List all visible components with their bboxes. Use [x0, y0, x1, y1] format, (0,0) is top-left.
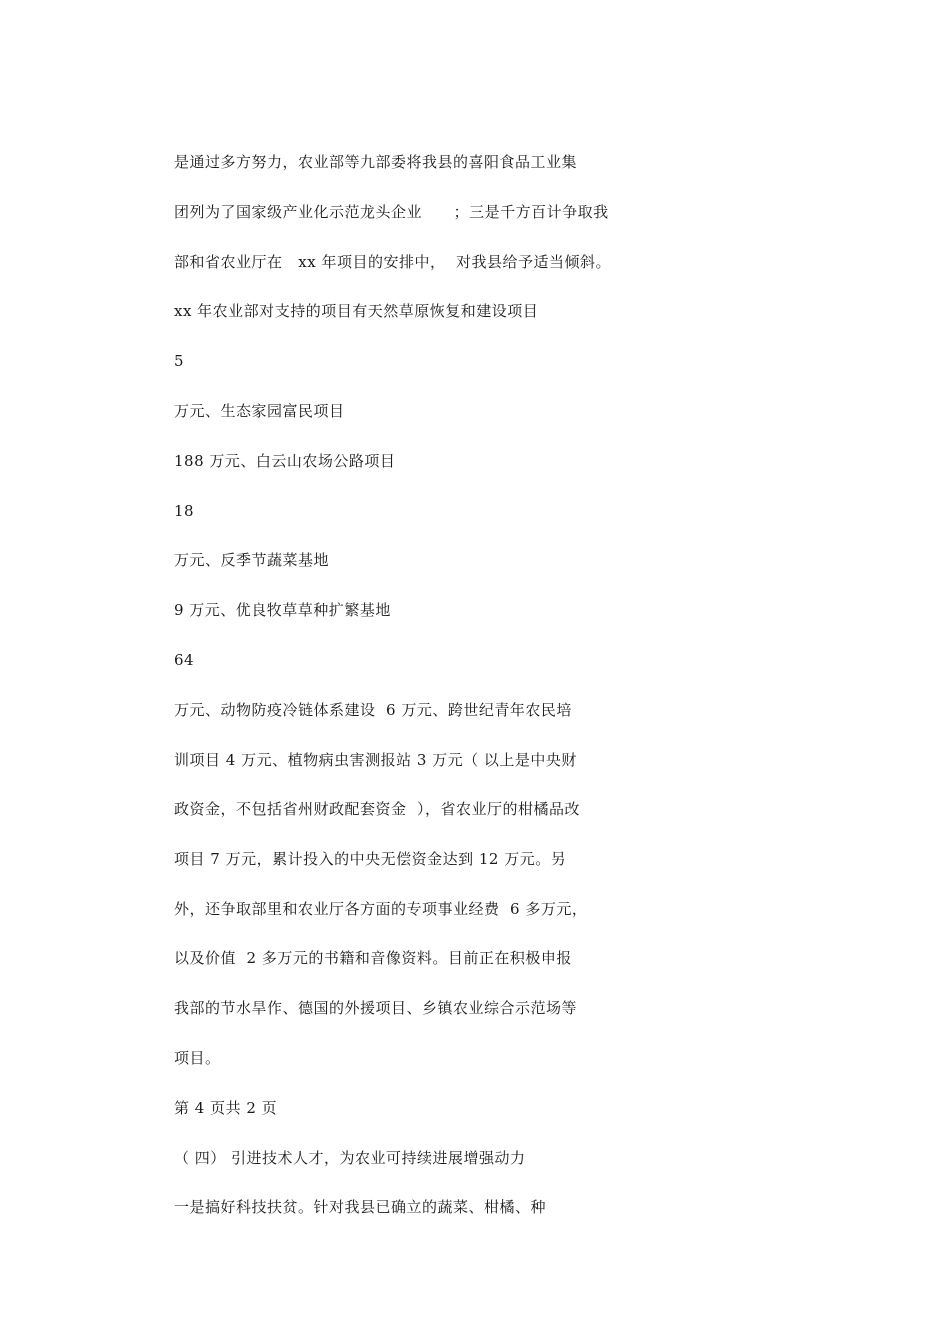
text-line: 188 万元、白云山农场公路项目 — [174, 452, 396, 470]
text-line: 政资金，不包括省州财政配套资金 ），省农业厅的柑橘品改 — [174, 800, 581, 818]
text-line: 9 万元、优良牧草草种扩繁基地 — [174, 601, 391, 619]
text-line: 项目。 — [174, 1049, 221, 1067]
section-heading: （ 四） 引进技术人才，为农业可持续进展增强动力 — [174, 1149, 526, 1167]
text-line: 是通过多方努力，农业部等九部委将我县的喜阳食品工业集 — [174, 153, 578, 171]
text-line: 5 — [174, 352, 185, 370]
text-line: 部和省农业厅在 xx 年项目的安排中， 对我县给予适当倾斜。 — [174, 253, 612, 271]
text-line: 万元、反季节蔬菜基地 — [174, 551, 330, 569]
page-number: 第 4 页共 2 页 — [174, 1099, 278, 1117]
text-line: 18 — [174, 502, 195, 520]
text-line: 万元、动物防疫冷链体系建设 6 万元、跨世纪青年农民培 — [174, 701, 572, 719]
text-line: 64 — [174, 651, 195, 669]
text-line: 以及价值 2 多万元的书籍和音像资料。目前正在积极申报 — [174, 949, 572, 967]
text-line: 训项目 4 万元、植物病虫害测报站 3 万元（ 以上是中央财 — [174, 751, 577, 769]
text-line: 外，还争取部里和农业厅各方面的专项事业经费 6 多万元， — [174, 900, 588, 918]
text-line: 一是搞好科技扶贫。针对我县已确立的蔬菜、柑橘、种 — [174, 1198, 547, 1216]
text-line: 团列为了国家级产业化示范龙头企业 ；三是千方百计争取我 — [174, 203, 609, 221]
text-line: 万元、生态家园富民项目 — [174, 402, 345, 420]
text-line: 项目 7 万元，累计投入的中央无偿资金达到 12 万元。另 — [174, 850, 567, 868]
text-line: 我部的节水旱作、德国的外援项目、乡镇农业综合示范场等 — [174, 999, 578, 1017]
text-line: xx 年农业部对支持的项目有天然草原恢复和建设项目 — [174, 302, 539, 320]
